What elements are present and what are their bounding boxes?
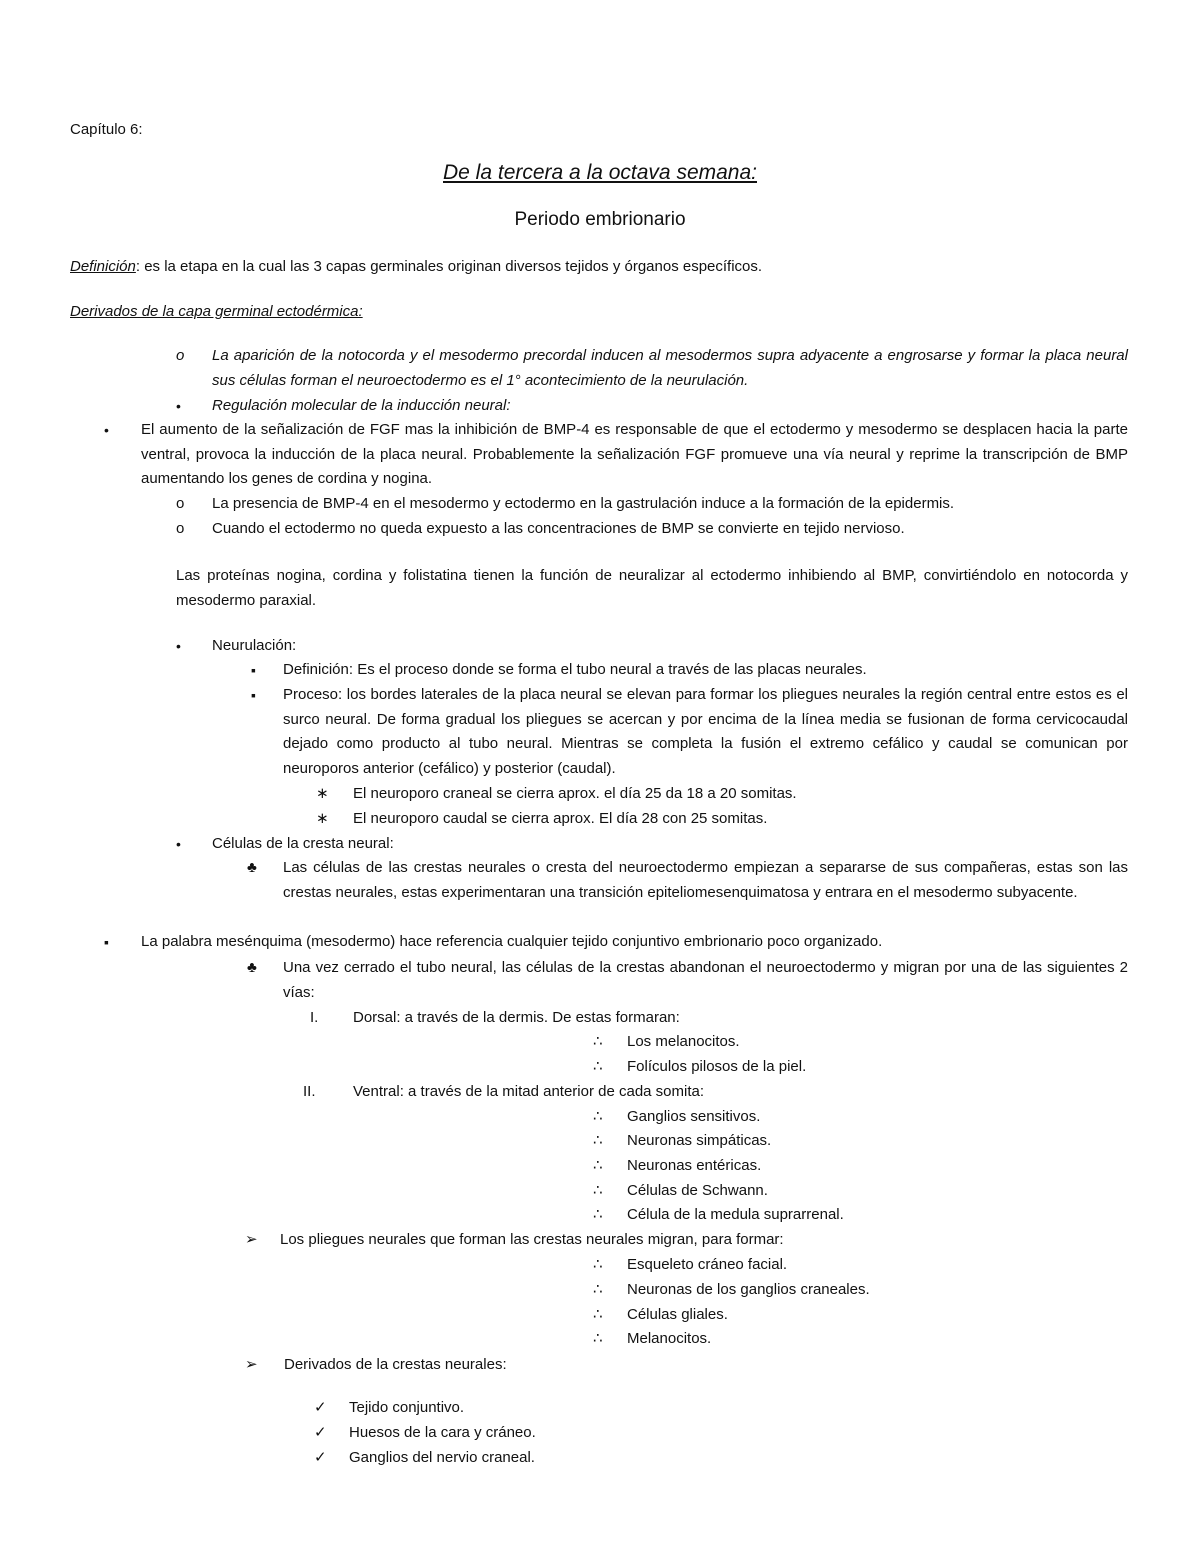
crest-heading: Células de la cresta neural: [212, 835, 394, 852]
bullet-dot-marker: • [176, 638, 181, 654]
bmp4-epidermis-item: La presencia de BMP-4 en el mesodermo y ectodermo en la gastrulación induce a la formación de la epidermis. [212, 495, 955, 512]
bullet-dot-marker: • [104, 422, 109, 438]
bullet-arrow-marker: ➢ [245, 1231, 258, 1248]
bullet-square-marker: ▪ [251, 662, 256, 678]
ventral-item: Ganglios sensitivos. [627, 1108, 761, 1125]
folds-item: Neuronas de los ganglios craneales. [627, 1281, 870, 1298]
bullet-o-marker: o [176, 495, 185, 512]
mesenchyme-item: La palabra mesénquima (mesodermo) hace referencia cualquier tejido conjuntivo embrionario poco organizado. [141, 933, 883, 950]
therefore-marker: ∴ [593, 1157, 604, 1174]
therefore-marker: ∴ [593, 1132, 604, 1149]
folds-item: Células gliales. [627, 1306, 728, 1323]
bullet-dot-marker: • [176, 836, 181, 852]
ventral-pathway: Ventral: a través de la mitad anterior de cada somita: [353, 1083, 705, 1100]
therefore-marker: ∴ [593, 1306, 604, 1323]
crest-paragraph: Las células de las crestas neurales o cresta del neuroectodermo empiezan a separarse de sus compañeras, estas son las crestas neurales, estas experimentaran una transición epiteliomesenquimatosa y entrara en el mesodermo subyacente. [283, 859, 1128, 901]
chapter-label: Capítulo 6: [70, 121, 143, 138]
bullet-o-marker: o [176, 347, 185, 364]
dorsal-pathway: Dorsal: a través de la dermis. De estas formaran: [353, 1009, 680, 1026]
ventral-item: Célula de la medula suprarrenal. [627, 1206, 844, 1223]
derivatives-heading: Derivados de la crestas neurales: [284, 1356, 507, 1373]
dorsal-item: Folículos pilosos de la piel. [627, 1058, 807, 1075]
bullet-dot-marker: • [176, 398, 181, 414]
page-subtitle: Periodo embrionario [514, 209, 686, 230]
ventral-item: Neuronas entéricas. [627, 1157, 762, 1174]
bullet-star-marker: ∗ [316, 810, 329, 827]
derivative-item: Tejido conjuntivo. [349, 1399, 465, 1416]
therefore-marker: ∴ [593, 1256, 604, 1273]
roman-numeral-ii: II. [303, 1083, 316, 1100]
check-icon: ✓ [314, 1399, 327, 1416]
therefore-marker: ∴ [593, 1182, 604, 1199]
caudal-neuropore-item: El neuroporo caudal se cierra aprox. El día 28 con 25 somitas. [353, 810, 768, 827]
bullet-square-marker: ▪ [104, 934, 109, 950]
page-title: De la tercera a la octava semana: [443, 161, 757, 184]
proteins-paragraph: Las proteínas nogina, cordina y folistatina tienen la función de neuralizar al ectodermo inhibiendo al BMP, convirtiéndolo en notocorda y mesodermo paraxial. [176, 567, 1128, 609]
definition-line [70, 255, 762, 280]
cranial-neuropore-item: El neuroporo craneal se cierra aprox. el día 25 da 18 a 20 somitas. [353, 785, 797, 802]
folds-item: Melanocitos. [627, 1330, 712, 1347]
folds-heading: Los pliegues neurales que forman las crestas neurales migran, para formar: [280, 1231, 784, 1248]
bullet-star-marker: ∗ [316, 785, 329, 802]
neurulation-heading: Neurulación: [212, 637, 297, 654]
roman-numeral-i: I. [310, 1009, 319, 1026]
notochord-item: La aparición de la notocorda y el mesodermo precordal inducen al mesodermos supra adyacente a engrosarse y formar la placa neural sus células forman el neuroectodermo es el 1° acontecimiento de la neurulación. [212, 347, 1128, 389]
fgf-paragraph: El aumento de la señalización de FGF mas la inhibición de BMP-4 es responsable de que el ectodermo y mesodermo se desplacen hacia la parte ventral, provoca la inducción de la placa neural. Probablemente la señalización FGF promueve una vía neural y reprime la transcripción de BMP aumentando los genes de cordina y nogina. [141, 421, 1128, 488]
definition-text: : es la etapa en la cual las 3 capas germinales originan diversos tejidos y órganos específicos. [135, 258, 763, 275]
dorsal-item: Los melanocitos. [627, 1033, 740, 1050]
migration-paragraph: Una vez cerrado el tubo neural, las células de la crestas abandonan el neuroectodermo y migran por una de las siguientes 2 vías: [283, 959, 1128, 1001]
check-icon: ✓ [314, 1449, 327, 1466]
folds-item: Esqueleto cráneo facial. [627, 1256, 788, 1273]
check-icon: ✓ [314, 1424, 327, 1441]
neurulation-process: Proceso: los bordes laterales de la placa neural se elevan para formar los pliegues neurales la región central entre estos es el surco neural. De forma gradual los pliegues se acercan y por encima de la línea media se fusionan de forma cervicocaudal dejado como producto al tubo neural. Mientras se completa la fusión el extremo cefálico y caudal se comunican por neuroporos anterior (cefálico) y posterior (caudal). [283, 686, 1128, 777]
neurulation-definition: Definición: Es el proceso donde se forma el tubo neural a través de las placas neurales. [283, 661, 867, 678]
therefore-marker: ∴ [593, 1330, 604, 1347]
therefore-marker: ∴ [593, 1033, 604, 1050]
ecto-heading: Derivados de la capa germinal ectodérmica: [70, 303, 363, 320]
therefore-marker: ∴ [593, 1206, 604, 1223]
definition-label: Definición [70, 258, 136, 275]
derivative-item: Huesos de la cara y cráneo. [349, 1424, 536, 1441]
ventral-item: Células de Schwann. [627, 1182, 768, 1199]
derivative-item: Ganglios del nervio craneal. [349, 1449, 535, 1466]
ventral-item: Neuronas simpáticas. [627, 1132, 772, 1149]
molecular-regulation-item: Regulación molecular de la inducción neural: [212, 397, 511, 414]
ectoderm-nervous-item: Cuando el ectodermo no queda expuesto a las concentraciones de BMP se convierte en tejido nervioso. [212, 520, 905, 537]
bullet-arrow-marker: ➢ [245, 1356, 258, 1373]
bullet-club-marker: ♣ [247, 959, 257, 976]
therefore-marker: ∴ [593, 1058, 604, 1075]
therefore-marker: ∴ [593, 1108, 604, 1125]
bullet-club-marker: ♣ [247, 859, 257, 876]
bullet-square-marker: ▪ [251, 687, 256, 703]
therefore-marker: ∴ [593, 1281, 604, 1298]
bullet-o-marker: o [176, 520, 185, 537]
